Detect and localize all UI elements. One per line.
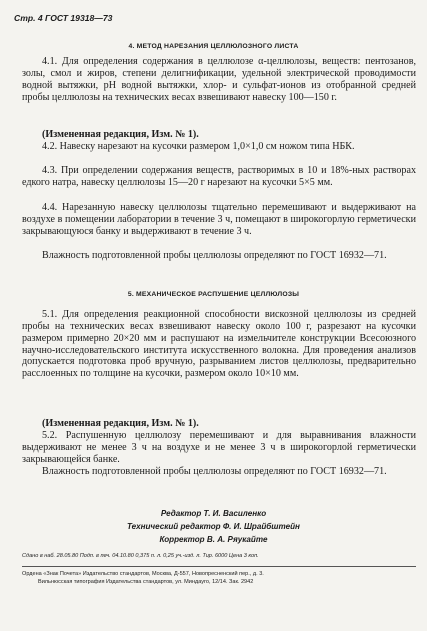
divider: [22, 566, 416, 567]
imprint-line: Сдано в наб. 28.05.80 Подп. в печ. 04.10.80 0,375 п. л. 0,25 уч.-изд. л. Тир. 6000 Цена 3 коп.: [22, 553, 259, 559]
paragraph-4-2: 4.2. Навеску нарезают на кусочки размером 1,0×1,0 см ножом типа НБК.: [42, 141, 355, 152]
corrector-credit: Корректор В. А. Ряукайте: [159, 535, 268, 544]
paragraph-4-3: 4.3. При определении содержания веществ, растворимых в 10 и 18%-ных растворах едкого натра, навеску целлюлозы 15—20 г нарезают на кусочки 5×5 мм.: [22, 165, 416, 188]
paragraph-4-5: Влажность подготовленной пробы целлюлозы определяют по ГОСТ 16932—71.: [42, 250, 387, 261]
paragraph-4-1: 4.1. Для определения содержания в целлюлозе α-целлюлозы, веществ: пентозанов, золы, смол и жиров, степени делигнификации, удельной электрической проводимости водной вытяжки, pH водной вытяжки, хлор- и сульфат-ионов из отобранной средней пробы целлюлозы на технических весах взвешивают навеску 100—150 г.: [22, 56, 416, 103]
publisher-line-1: Ордена «Знак Почета» Издательство стандартов, Москва, Д-557, Новопресненский пер., д. 3.: [22, 571, 264, 577]
editor-credit: Редактор Т. И. Василенко: [160, 509, 267, 518]
section-5-title: 5. МЕХАНИЧЕСКОЕ РАСПУШЕНИЕ ЦЕЛЛЮЛОЗЫ: [127, 291, 300, 298]
paragraph-5-2: 5.2. Распушенную целлюлозу перемешивают и для выравнивания влажности выдерживают не менее 3 ч на воздухе и не менее 3 ч в широкогорлой герметически закрывающейся банке.: [22, 430, 416, 465]
paragraph-5-1: 5.1. Для определения реакционной способности вискозной целлюлозы из средней пробы на технических весах взвешивают навеску около 100 г, разрезают на кусочки размером примерно 20×20 мм и распушают на измельчителе конструкции Всесоюзного научно-исследовательского института искусственного волокна. Для проведения анализов допускается подготовка проб вручную, разрыванием листов целлюлозы, предварительно расслоенных по толщине на кусочки, размером около 10×10 мм.: [22, 309, 416, 380]
paragraph-4-4: 4.4. Нарезанную навеску целлюлозы тщательно перемешивают и выдерживают на воздухе в помещении лаборатории в течение 3 ч, помещают в широкогорлую герметически закрывающуюся банку и выдерживают в течение 3 ч.: [22, 202, 416, 237]
publisher-line-2: Вильнюсская типография Издательства стандартов, ул. Миндауго, 12/14. Зак. 2942: [38, 579, 254, 585]
amendment-note-4: (Измененная редакция, Изм. № 1).: [42, 129, 199, 140]
tech-editor-credit: Технический редактор Ф. И. Шрайбштейн: [127, 522, 300, 531]
amendment-note-5: (Измененная редакция, Изм. № 1).: [42, 418, 199, 429]
publisher-info: [22, 570, 416, 586]
page-header: Стр. 4 ГОСТ 19318—73: [14, 13, 113, 23]
paragraph-5-3: Влажность подготовленной пробы целлюлозы определяют по ГОСТ 16932—71.: [42, 466, 387, 477]
section-4-title: 4. МЕТОД НАРЕЗАНИЯ ЦЕЛЛЮЛОЗНОГО ЛИСТА: [128, 43, 299, 50]
